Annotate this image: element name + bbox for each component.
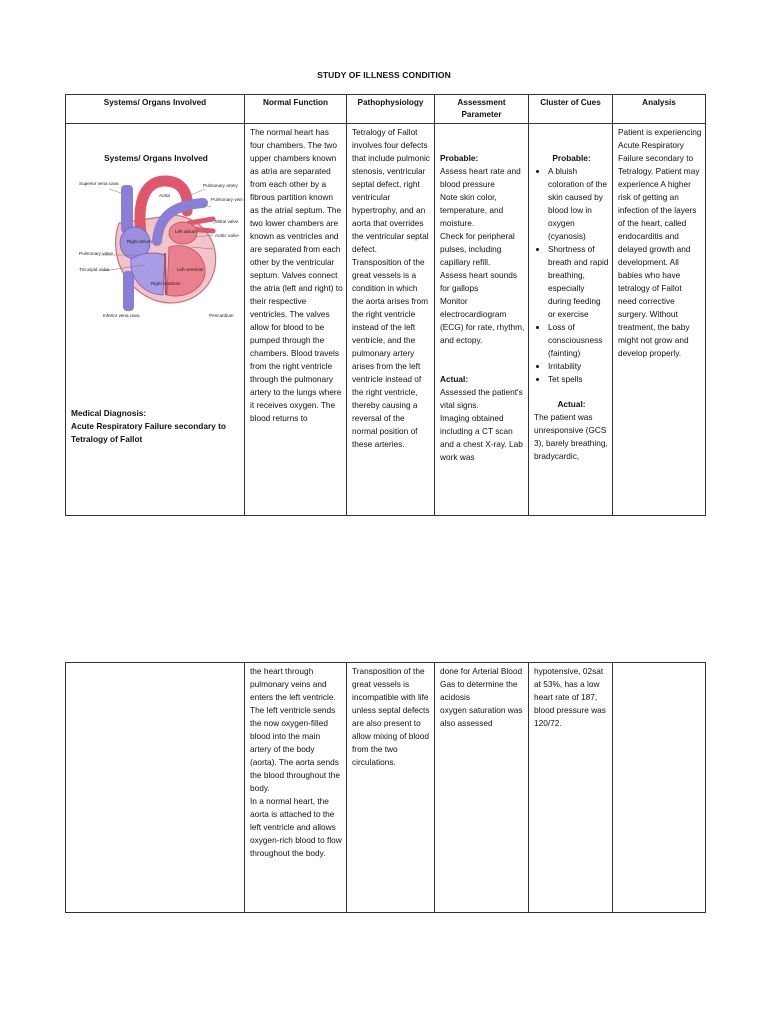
analysis-text: Patient is experiencing Acute Respiratory Failure secondary to Tetralogy. Patient may experience A higher risk of getting an infection of the layers of the heart, called endocarditis and delayed growth and development. All babies who have tetralogy of Fallot need corrective surgery. Without treatment, the baby might not grow and develop properly. xyxy=(618,127,702,358)
label-pulmonary-vein: Pulmonary vein xyxy=(211,197,243,202)
assessment-actual-2: Imaging obtained including a CT scan and a chest X-ray. Lab work was xyxy=(440,413,523,462)
normal-function-cell xyxy=(245,124,347,516)
cue-item: • Irritability xyxy=(548,360,609,373)
label-right-ventricle: Right ventricle xyxy=(151,281,181,286)
illness-table-page-2 xyxy=(65,662,706,913)
analysis-cell-continued xyxy=(613,663,706,913)
analysis-cell xyxy=(613,124,706,516)
assessment-probable-label: Probable: xyxy=(440,153,479,163)
assessment-probable-3: Check for peripheral pulses, including capillary refill. xyxy=(440,231,515,267)
medical-diagnosis-label: Medical Diagnosis: xyxy=(71,408,147,418)
cues-probable-label: Probable: xyxy=(552,153,591,163)
document-title: STUDY OF ILLNESS CONDITION xyxy=(317,70,451,80)
assessment-probable-5: Monitor electrocardiogram (ECG) for rate, rhythm, and ectopy. xyxy=(440,296,525,345)
label-pericardium: Pericardium xyxy=(209,313,234,318)
label-pulmonary-valve: Pulmonary valve xyxy=(79,251,113,256)
assessment-text-cont-1: done for Arterial Blood Gas to determine the acidosis xyxy=(440,666,523,702)
content-row xyxy=(66,124,706,516)
normal-function-text-cont-a: the heart through pulmonary veins and enters the left ventricle. The left ventricle sends the now oxygen-filled blood into the main artery of the body (aorta). The aorta sends the blood throughout the body. xyxy=(250,666,340,793)
cues-actual-label: Actual: xyxy=(557,399,586,409)
label-right-atrium: Right atrium xyxy=(127,239,152,244)
systems-cell xyxy=(66,124,245,516)
assessment-text-cont-2: oxygen saturation was also assessed xyxy=(440,705,523,728)
normal-function-text-cont-b: In a normal heart, the aorta is attached to the left ventricle and allows oxygen-rich blood to flow throughout the body. xyxy=(250,796,342,858)
header-row xyxy=(66,95,706,124)
label-left-atrium: Left atrium xyxy=(175,229,197,234)
assessment-probable-1: Assess heart rate and blood pressure xyxy=(440,166,521,189)
label-superior-vena-cava: Superior vena cava xyxy=(79,181,119,186)
heart-diagram xyxy=(79,171,243,319)
col-header-assessment: Assessment Parameter xyxy=(435,95,529,124)
cue-item: • Tet spells xyxy=(548,373,609,386)
systems-heading: Systems/ Organs Involved xyxy=(104,153,208,163)
label-inferior-vena-cava: Inferior vena cava xyxy=(103,313,140,318)
assessment-probable-2: Note skin color, temperature, and moisture. xyxy=(440,192,504,228)
normal-function-text: The normal heart has four chambers. The two upper chambers known as atria are separated from each other by a fibrous partition known as the atrial septum. The two lower chambers are known as ventricles and are separated from each other by the ventricular septum. Valves connect the atria (left and right) to their respective ventricles. The valves allow for blood to be pumped through the chambers. Blood travels from the right ventricle through the pulmonary artery to the lungs where it receives oxygen. The blood returns to xyxy=(250,127,343,423)
pathophysiology-cell xyxy=(347,124,435,516)
pathophysiology-text-cont: Transposition of the great vessels is incompatible with life unless septal defects are also present to allow mixing of blood from the two circulations. xyxy=(352,666,430,767)
col-header-analysis: Analysis xyxy=(613,95,706,124)
illness-table-page-1 xyxy=(65,94,706,516)
cues-text-cont: hypotensive, 02sat at 53%, has a low heart rate of 187, blood pressure was 120/72. xyxy=(534,666,606,728)
col-header-cues: Cluster of Cues xyxy=(529,95,613,124)
normal-function-cell-continued xyxy=(245,663,347,913)
pathophysiology-tgv-text: Transposition of the great vessels is a condition in which the aorta arises from the right ventricle instead of the left ventricle, and the pulmonary artery arises from the left ventricle instead of the right ventricle, thereby causing a reversal of the normal position of these arteries. xyxy=(352,257,429,449)
assessment-cell xyxy=(435,124,529,516)
cues-actual-text: The patient was unresponsive (GCS 3), barely breathing, bradycardic, xyxy=(534,412,608,461)
medical-diagnosis xyxy=(71,407,241,446)
cues-cell-continued xyxy=(529,663,613,913)
medical-diagnosis-text: Acute Respiratory Failure secondary to Tetralogy of Fallot xyxy=(71,421,226,444)
assessment-cell-continued xyxy=(435,663,529,913)
col-header-pathophysiology: Pathophysiology xyxy=(347,95,435,124)
col-header-normal-function: Normal Function xyxy=(245,95,347,124)
col-header-systems: Systems/ Organs Involved xyxy=(66,95,245,124)
content-row-continued xyxy=(66,663,706,913)
assessment-actual-1: Assessed the patient's vital signs. xyxy=(440,387,523,410)
pathophysiology-cell-continued xyxy=(347,663,435,913)
assessment-probable-4: Assess heart sounds for gallops xyxy=(440,270,518,293)
label-pulmonary-artery: Pulmonary artery xyxy=(203,183,238,188)
cue-item: • Shortness of breath and rapid breathing, especially during feeding or exercise xyxy=(548,243,609,321)
label-left-ventricle: Left ventricle xyxy=(177,267,204,272)
cues-cell xyxy=(529,124,613,516)
label-tricuspid-valve: Tricuspid valve xyxy=(79,267,110,272)
pathophysiology-tof-text: Tetralogy of Fallot involves four defects that include pulmonic stenosis, ventricular septal defect, right ventricular hypertrophy, and an aorta that overrides the ventricular septal defect. xyxy=(352,127,430,254)
label-mitral-valve: Mitral valve xyxy=(215,219,239,224)
label-aortic-valve: Aortic valve xyxy=(215,233,239,238)
inferior-vena-cava-shape xyxy=(123,271,134,311)
septum-shape xyxy=(165,253,166,295)
label-aorta: Aorta xyxy=(159,193,170,198)
superior-vena-cava-shape xyxy=(121,185,133,233)
assessment-actual-label: Actual: xyxy=(440,374,469,384)
systems-cell-continued xyxy=(66,663,245,913)
cue-item: • Loss of consciousness (fainting) xyxy=(548,321,609,360)
cue-item: • A bluish coloration of the skin caused by blood low in oxygen (cyanosis) xyxy=(548,165,609,243)
cues-list xyxy=(534,165,609,386)
